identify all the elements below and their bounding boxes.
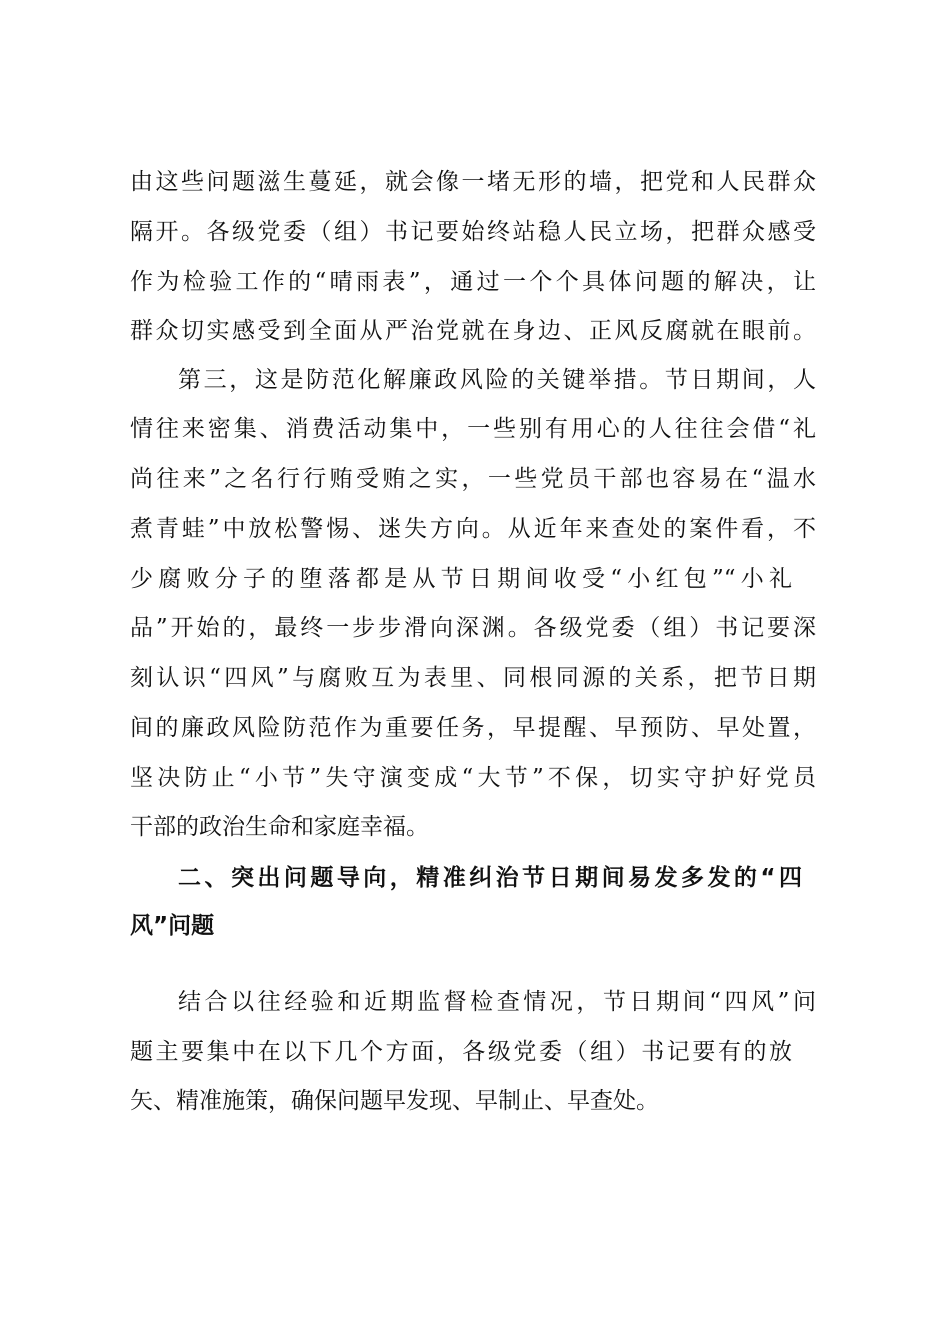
paragraph-line: 题主要集中在以下几个方面，各级党委（组）书记要有的放: [130, 1039, 792, 1065]
paragraph-line: 间的廉政风险防范作为重要任务，早提醒、早预防、早处置，: [130, 715, 816, 741]
paragraph-line: 煮青蛙”中放松警惕、迷失方向。从近年来查处的案件看，不: [130, 516, 816, 542]
paragraph-line: 情往来密集、消费活动集中，一些别有用心的人往往会借“礼: [130, 416, 816, 442]
paragraph-line: 少腐败分子的堕落都是从节日期间收受“小红包”“小礼: [130, 566, 792, 592]
paragraph-line: 由这些问题滋生蔓延，就会像一堵无形的墙，把党和人民群众: [130, 169, 816, 195]
section-heading: 二、突出问题导向，精准纠治节日期间易发多发的“四: [178, 865, 802, 891]
paragraph-line: 群众切实感受到全面从严治党就在身边、正风反腐就在眼前。: [130, 318, 816, 344]
paragraph-line: 尚往来”之名行行贿受贿之实，一些党员干部也容易在“温水: [130, 466, 816, 492]
section-heading: 风”问题: [130, 913, 215, 939]
paragraph-line: 坚决防止“小节”失守演变成“大节”不保，切实守护好党员: [130, 765, 816, 791]
paragraph-line: 品”开始的，最终一步步滑向深渊。各级党委（组）书记要深: [130, 615, 816, 641]
paragraph-line: 隔开。各级党委（组）书记要始终站稳人民立场，把群众感受: [130, 219, 816, 245]
paragraph-line: 干部的政治生命和家庭幸福。: [130, 814, 429, 840]
paragraph-line: 结合以往经验和近期监督检查情况，节日期间“四风”问: [178, 989, 816, 1015]
paragraph-line: 刻认识“四风”与腐败互为表里、同根同源的关系，把节日期: [130, 665, 816, 691]
paragraph-line: 矢、精准施策，确保问题早发现、早制止、早查处。: [130, 1088, 659, 1114]
paragraph-line: 第三，这是防范化解廉政风险的关键举措。节日期间，人: [178, 367, 816, 393]
paragraph-line: 作为检验工作的“晴雨表”，通过一个个具体问题的解决，让: [130, 269, 816, 295]
